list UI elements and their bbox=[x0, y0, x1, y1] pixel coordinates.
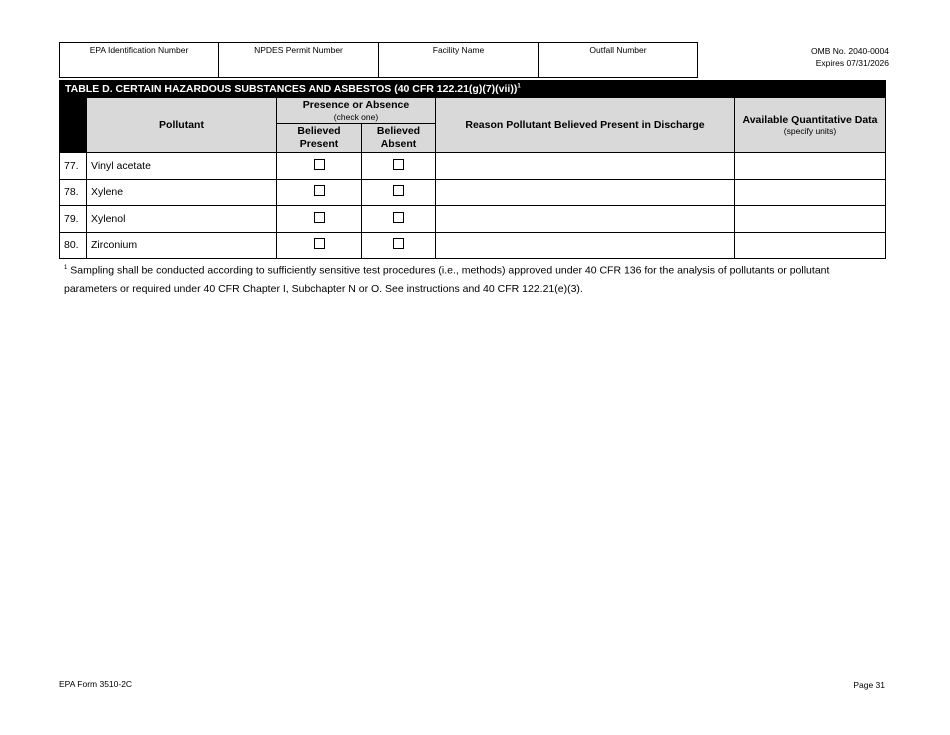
page-number: Page 31 bbox=[853, 680, 885, 690]
facility-name-field[interactable] bbox=[379, 43, 539, 77]
table-row bbox=[60, 153, 886, 180]
form-identifier: EPA Form 3510-2C bbox=[59, 679, 133, 689]
pollutant-name: Zirconium bbox=[87, 232, 277, 259]
table-title-row bbox=[60, 81, 886, 98]
pollutant-name: Xylene bbox=[87, 179, 277, 206]
believed-present-checkbox[interactable] bbox=[314, 159, 325, 170]
believed-present-header: Believed Present bbox=[277, 124, 362, 153]
believed-present-cell bbox=[277, 232, 362, 259]
epa-id-field[interactable] bbox=[60, 43, 219, 77]
quantitative-data-input[interactable] bbox=[735, 206, 886, 233]
presence-header-label: Presence or Absence bbox=[302, 98, 410, 111]
omb-info bbox=[760, 45, 889, 69]
quantitative-header-label: Available Quantitative Data bbox=[742, 114, 878, 126]
reason-column-header: Reason Pollutant Believed Present in Discharge bbox=[436, 98, 735, 153]
quantitative-header-note: (specify units) bbox=[783, 126, 837, 136]
reason-input[interactable] bbox=[436, 153, 735, 180]
reason-input[interactable] bbox=[436, 206, 735, 233]
believed-absent-cell bbox=[362, 232, 436, 259]
table-row bbox=[60, 179, 886, 206]
table-title: TABLE D. CERTAIN HAZARDOUS SUBSTANCES AND ASBESTOS (40 CFR 122.21(g)(7)(vii))$^1$ bbox=[60, 81, 886, 98]
table-row bbox=[60, 206, 886, 233]
title-footnote-marker: 1 bbox=[517, 83, 521, 90]
pollutant-column-header: Pollutant bbox=[87, 98, 277, 153]
npdes-permit-label: NPDES Permit Number bbox=[254, 45, 343, 55]
row-number: 77. bbox=[60, 153, 87, 180]
believed-present-cell bbox=[277, 153, 362, 180]
believed-absent-checkbox[interactable] bbox=[393, 185, 404, 196]
quantitative-data-input[interactable] bbox=[735, 179, 886, 206]
pollutant-name: Vinyl acetate bbox=[87, 153, 277, 180]
identification-header bbox=[59, 42, 698, 78]
reason-input[interactable] bbox=[436, 232, 735, 259]
believed-present-checkbox[interactable] bbox=[314, 185, 325, 196]
outfall-number-field[interactable] bbox=[539, 43, 697, 77]
facility-name-label: Facility Name bbox=[432, 45, 485, 55]
epa-id-label: EPA Identification Number bbox=[89, 45, 189, 55]
npdes-permit-field[interactable] bbox=[219, 43, 379, 77]
believed-absent-cell bbox=[362, 179, 436, 206]
presence-column-header bbox=[277, 98, 436, 124]
believed-absent-header: Believed Absent bbox=[362, 124, 436, 153]
hazardous-substances-table bbox=[59, 80, 886, 259]
believed-absent-checkbox[interactable] bbox=[393, 238, 404, 249]
believed-present-checkbox[interactable] bbox=[314, 238, 325, 249]
table-row bbox=[60, 232, 886, 259]
row-number: 78. bbox=[60, 179, 87, 206]
believed-present-cell bbox=[277, 179, 362, 206]
believed-present-checkbox[interactable] bbox=[314, 212, 325, 223]
row-number: 79. bbox=[60, 206, 87, 233]
believed-absent-cell bbox=[362, 206, 436, 233]
pollutant-name: Xylenol bbox=[87, 206, 277, 233]
quantitative-data-input[interactable] bbox=[735, 232, 886, 259]
quantitative-data-input[interactable] bbox=[735, 153, 886, 180]
believed-absent-cell bbox=[362, 153, 436, 180]
quantitative-data-column-header bbox=[735, 98, 886, 153]
omb-number: OMB No. 2040-0004 bbox=[811, 46, 889, 56]
outfall-number-label: Outfall Number bbox=[589, 45, 647, 55]
reason-input[interactable] bbox=[436, 179, 735, 206]
presence-header-note: (check one) bbox=[333, 111, 379, 122]
believed-present-cell bbox=[277, 206, 362, 233]
footnote-text: Sampling shall be conducted according to sufficiently sensitive test procedures (i.e., methods) approved under 40 CFR 136 for the analysis of pollutants or pollutant parameters or required under 40 CFR Chapter I, Subchapter N or O. See instructions and 40 CFR 122.21(e)(3). bbox=[64, 264, 830, 295]
row-number: 80. bbox=[60, 232, 87, 259]
believed-absent-checkbox[interactable] bbox=[393, 212, 404, 223]
footnote bbox=[64, 259, 884, 298]
number-column-header bbox=[60, 98, 87, 153]
footnote-marker: 1 bbox=[64, 265, 68, 271]
omb-expiration: Expires 07/31/2026 bbox=[815, 58, 889, 68]
believed-absent-checkbox[interactable] bbox=[393, 159, 404, 170]
